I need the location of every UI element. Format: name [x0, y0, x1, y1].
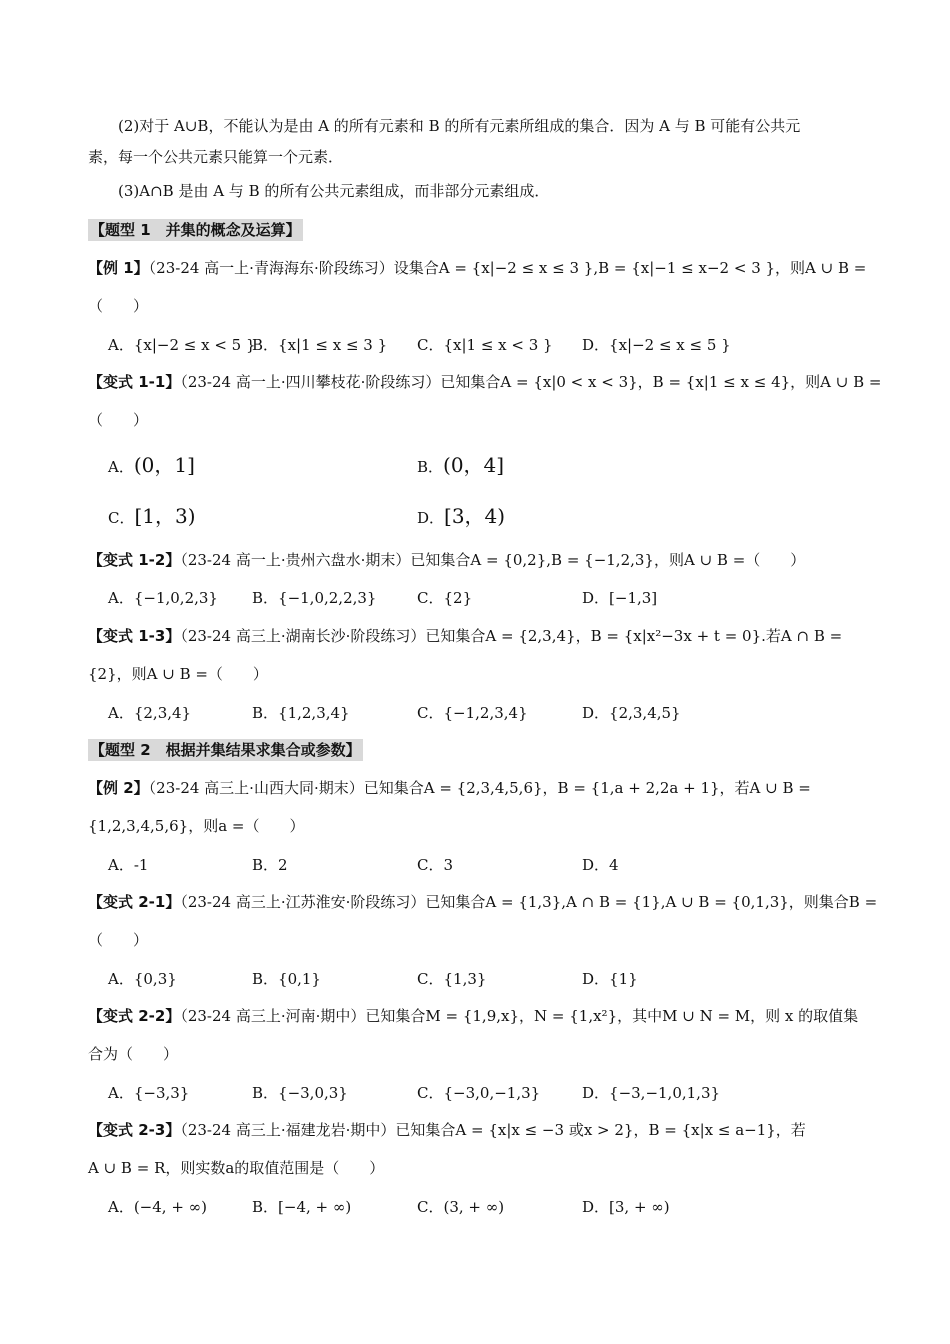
variant-1-3-stem	[88, 625, 842, 647]
example-2-option-d: D．4	[582, 856, 619, 874]
variant-1-1-text: （23-24 高一上·四川攀枝花·阶段练习）已知集合A = {x|0 < x < 3}，B = {x|1 ≤ x ≤ 4}，则A ∪ B =	[180, 373, 882, 391]
note-2-line-2: 素，每一个公共元素只能算一个元素．	[88, 148, 344, 166]
example-1-tag: 【例 1】	[88, 259, 149, 277]
variant-1-2-stem	[88, 549, 805, 571]
variant-2-2-line-2: 合为（ ）	[88, 1045, 179, 1063]
variant-1-1-blank: （ ）	[88, 411, 149, 429]
example-1-text: （23-24 高一上·青海海东·阶段练习）设集合A = {x|−2 ≤ x ≤ 3 },B = {x|−1 ≤ x−2 < 3 }，则A ∪ B =	[148, 259, 867, 277]
note-2-line-1: (2)对于 A∪B，不能认为是由 A 的所有元素和 B 的所有元素所组成的集合．因为 A 与 B 可能有公共元	[118, 117, 801, 135]
variant-2-1-option-c: C．{1,3}	[417, 970, 487, 988]
variant-1-1-option-d: D．[3，4)	[417, 504, 506, 528]
variant-1-1-option-a: A．(0，1]	[108, 453, 195, 477]
variant-1-3-line-2: {2}，则A ∪ B =（ ）	[88, 665, 268, 683]
variant-1-3-option-d: D．{2,3,4,5}	[582, 704, 681, 722]
variant-2-3-line-2: A ∪ B = R，则实数a的取值范围是（ ）	[88, 1159, 385, 1177]
example-1-option-a: A．{x|−2 ≤ x < 5 }	[108, 336, 256, 354]
variant-2-3-option-b: B．[−4, + ∞)	[252, 1198, 352, 1216]
variant-1-3-option-b: B．{1,2,3,4}	[252, 704, 350, 722]
variant-2-2-option-c: C．{−3,0,−1,3}	[417, 1084, 541, 1102]
variant-1-3-option-c: C．{−1,2,3,4}	[417, 704, 528, 722]
variant-2-1-stem	[88, 891, 877, 913]
variant-1-1-tag: 【变式 1-1】	[88, 373, 181, 391]
variant-2-1-blank: （ ）	[88, 931, 149, 949]
variant-2-3-text: （23-24 高三上·福建龙岩·期中）已知集合A = {x|x ≤ −3 或x > 2}，B = {x|x ≤ a−1}，若	[180, 1121, 806, 1139]
variant-2-2-tag: 【变式 2-2】	[88, 1007, 181, 1025]
variant-2-3-option-c: C．(3, + ∞)	[417, 1198, 505, 1216]
variant-2-1-option-b: B．{0,1}	[252, 970, 321, 988]
variant-2-3-stem	[88, 1119, 806, 1141]
variant-2-1-tag: 【变式 2-1】	[88, 893, 181, 911]
variant-2-1-option-d: D．{1}	[582, 970, 638, 988]
variant-1-2-option-c: C．{2}	[417, 589, 473, 607]
variant-2-2-stem	[88, 1005, 858, 1027]
example-1-option-b: B．{x|1 ≤ x ≤ 3 }	[252, 336, 388, 354]
example-2-stem	[88, 777, 811, 799]
variant-1-2-option-a: A．{−1,0,2,3}	[108, 589, 218, 607]
example-1-option-c: C．{x|1 ≤ x < 3 }	[417, 336, 553, 354]
variant-2-2-option-b: B．{−3,0,3}	[252, 1084, 348, 1102]
variant-1-3-text: （23-24 高三上·湖南长沙·阶段练习）已知集合A = {2,3,4}，B = {x|x²−3x + t = 0}.若A ∩ B =	[180, 627, 843, 645]
variant-1-2-option-d: D．[−1,3]	[582, 589, 658, 607]
example-1-blank: （ ）	[88, 297, 149, 315]
variant-1-2-option-b: B．{−1,0,2,2,3}	[252, 589, 377, 607]
example-2-option-c: C．3	[417, 856, 454, 874]
note-3: (3)A∩B 是由 A 与 B 的所有公共元素组成，而非部分元素组成．	[118, 182, 550, 200]
section-2-heading: 【题型 2 根据并集结果求集合或参数】	[90, 741, 361, 759]
variant-2-1-text: （23-24 高三上·江苏淮安·阶段练习）已知集合A = {1,3},A ∩ B = {1},A ∪ B = {0,1,3}，则集合B =	[180, 893, 878, 911]
variant-1-2-text: （23-24 高一上·贵州六盘水·期末）已知集合A = {0,2},B = {−1,2,3}，则A ∪ B =（ ）	[180, 551, 806, 569]
example-1-stem	[88, 257, 866, 279]
variant-2-3-tag: 【变式 2-3】	[88, 1121, 181, 1139]
variant-1-1-option-b: B．(0，4]	[417, 453, 505, 477]
variant-2-2-option-a: A．{−3,3}	[108, 1084, 190, 1102]
variant-2-2-text: （23-24 高三上·河南·期中）已知集合M = {1,9,x}，N = {1,x²}，其中M ∪ N = M，则 x 的取值集	[180, 1007, 859, 1025]
variant-2-2-option-d: D．{−3,−1,0,1,3}	[582, 1084, 721, 1102]
example-1-option-d: D．{x|−2 ≤ x ≤ 5 }	[582, 336, 731, 354]
variant-1-2-tag: 【变式 1-2】	[88, 551, 181, 569]
variant-1-1-option-c: C．[1，3)	[108, 504, 196, 528]
example-2-option-b: B．2	[252, 856, 288, 874]
example-2-text: （23-24 高三上·山西大同·期末）已知集合A = {2,3,4,5,6}，B = {1,a + 2,2a + 1}，若A ∪ B =	[148, 779, 811, 797]
section-1-heading: 【题型 1 并集的概念及运算】	[90, 221, 301, 239]
variant-1-3-tag: 【变式 1-3】	[88, 627, 181, 645]
variant-1-1-stem	[88, 371, 881, 393]
example-2-line-2: {1,2,3,4,5,6}，则a =（ ）	[88, 817, 305, 835]
variant-2-3-option-d: D．[3, + ∞)	[582, 1198, 670, 1216]
variant-2-3-option-a: A．(−4, + ∞)	[108, 1198, 208, 1216]
variant-2-1-option-a: A．{0,3}	[108, 970, 177, 988]
example-2-option-a: A．-1	[108, 856, 149, 874]
example-2-tag: 【例 2】	[88, 779, 149, 797]
variant-1-3-option-a: A．{2,3,4}	[108, 704, 192, 722]
